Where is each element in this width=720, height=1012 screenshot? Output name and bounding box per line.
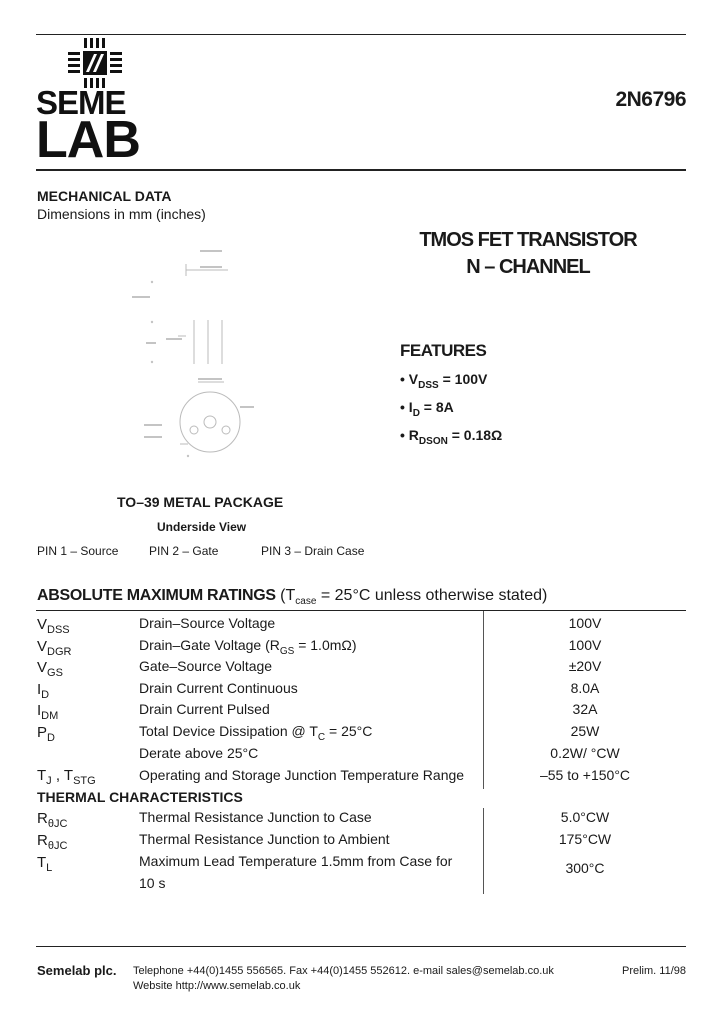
- table-row-desc: Thermal Resistance Junction to Case: [139, 809, 372, 825]
- table-row-desc: Maximum Lead Temperature 1.5mm from Case for: [139, 853, 453, 869]
- table-row-symbol: $V_{DGR}$: [37, 638, 72, 658]
- mechanical-heading: MECHANICAL DATA: [37, 188, 172, 204]
- table-row-desc: Drain–Source Voltage: [139, 615, 276, 631]
- table-row-value: 175°CW: [558, 831, 612, 847]
- table-row-desc: Drain Current Pulsed: [139, 701, 270, 717]
- table-row-symbol: $I_{DM}$: [37, 702, 59, 722]
- table-row-desc: Drain–Gate Voltage $(R_{GS} = 1.0m\Omega)$: [139, 637, 357, 657]
- table-row-symbol: $P_D$: [37, 724, 55, 744]
- footer-contact: Telephone +44(0)1455 556565. Fax +44(0)1455 552612. e-mail sales@semelab.co.uk: [133, 965, 554, 977]
- table-row-value: –55 to +150°C: [539, 767, 631, 783]
- table-row-desc: Operating and Storage Junction Temperature Range: [139, 767, 465, 783]
- logo-seme: SEME: [36, 84, 126, 121]
- table-row-value: 32A: [572, 701, 598, 717]
- table-row-value: 5.0°CW: [560, 809, 610, 825]
- ratings-rule: [36, 610, 686, 611]
- table-row-value: 100V: [568, 637, 602, 653]
- part-number: 2N6796: [615, 88, 686, 111]
- table-row-desc-continued: 10 s: [139, 875, 166, 891]
- table-row-value: 300°C: [565, 860, 605, 876]
- table-row-symbol: $T_L$: [37, 854, 53, 874]
- ratings-heading: ABSOLUTE MAXIMUM RATINGS ($T_{case} = 25^\circ C$ unless otherwise stated): [37, 587, 548, 608]
- logo-lab: LAB: [36, 111, 140, 169]
- package-name: TO–39 METAL PACKAGE: [117, 494, 284, 510]
- features-heading: FEATURES: [400, 341, 487, 360]
- header-rule: [36, 169, 686, 171]
- package-drawing: [128, 244, 268, 470]
- feature-item: • $V_{DSS} = 100V$: [400, 371, 488, 391]
- semelab-emblem-icon: [66, 38, 126, 90]
- feature-item: • $R_{DSON} = 0.18\Omega$: [400, 427, 503, 447]
- pin-3: PIN 3 – Drain Case: [261, 544, 365, 558]
- table-row-symbol: $V_{DSS}$: [37, 616, 70, 636]
- table-row-value: 25W: [570, 723, 600, 739]
- table-row-symbol: $V_{GS}$: [37, 659, 63, 679]
- table-row-symbol: $T_J$ , $T_{STG}$: [37, 767, 96, 787]
- table-row-symbol: $I_D$: [37, 681, 50, 701]
- table-row-value: ±20V: [568, 658, 602, 674]
- mechanical-subheading: Dimensions in mm (inches): [37, 206, 206, 222]
- table-row-value: 100V: [568, 615, 602, 631]
- table-row-symbol: $R_{\theta JC}$: [37, 810, 68, 830]
- footer-status: Prelim. 11/98: [622, 965, 686, 977]
- view-label: Underside View: [157, 520, 247, 534]
- footer-website: Website http://www.semelab.co.uk: [133, 980, 301, 992]
- footer-rule: [36, 946, 686, 947]
- device-title: TMOS FET TRANSISTOR: [419, 229, 637, 251]
- top-rule: [36, 34, 686, 35]
- thermal-heading: THERMAL CHARACTERISTICS: [37, 789, 243, 805]
- table-row-value: 0.2W/ °CW: [550, 745, 620, 761]
- table-row-desc: Derate above 25°C: [139, 745, 259, 761]
- pin-1: PIN 1 – Source: [37, 544, 119, 558]
- table-row-desc: Gate–Source Voltage: [139, 658, 273, 674]
- feature-item: • $I_D = 8A$: [400, 399, 454, 419]
- table-row-value: 8.0A: [570, 680, 600, 696]
- table-row-desc: Total Device Dissipation @ $T_C = 25^\circ C$: [139, 723, 373, 743]
- table-row-desc: Thermal Resistance Junction to Ambient: [139, 831, 390, 847]
- footer-company: Semelab plc.: [37, 963, 117, 978]
- table-row-symbol: $R_{\theta JC}$: [37, 832, 68, 852]
- table-row-desc: Drain Current Continuous: [139, 680, 298, 696]
- pin-2: PIN 2 – Gate: [149, 544, 219, 558]
- device-subtitle: N – CHANNEL: [466, 256, 590, 278]
